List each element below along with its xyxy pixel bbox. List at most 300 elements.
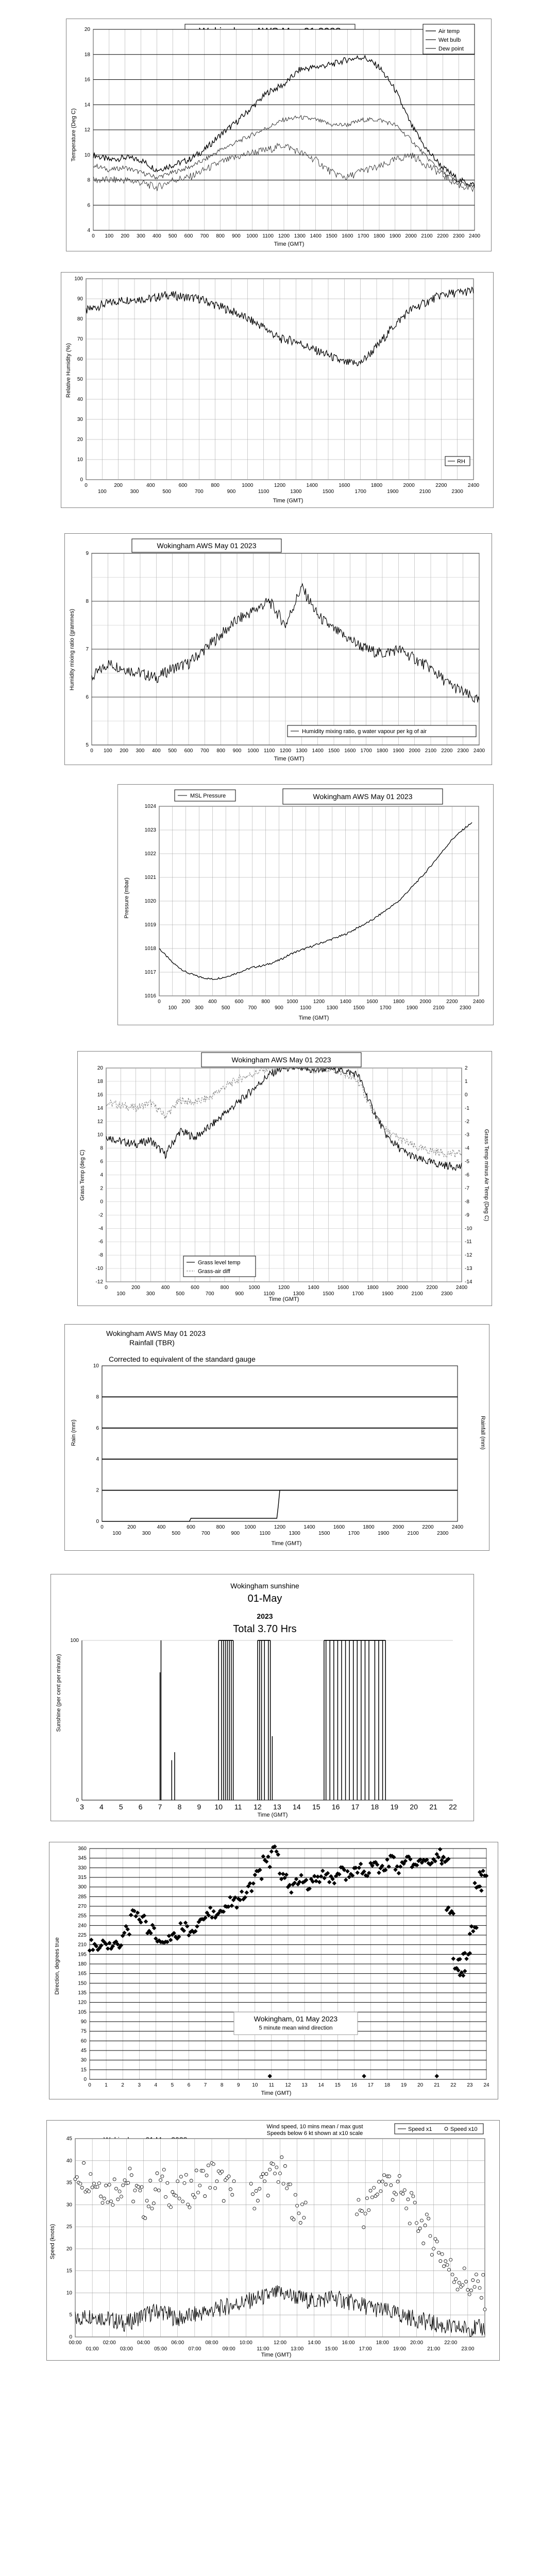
- wind-speed-x10-point: [417, 2230, 420, 2233]
- y-tick-label: 15: [80, 2067, 87, 2073]
- x-tick-label: 0: [105, 1285, 108, 1291]
- y-tick-label: 300: [78, 1884, 87, 1890]
- wind-speed-x10-point: [198, 2184, 201, 2187]
- wind-speed-x10-point: [420, 2219, 423, 2222]
- x-tick-label: 1500: [328, 748, 340, 754]
- x-tick-label: 2300: [437, 1531, 449, 1536]
- y-tick-label: 315: [78, 1875, 87, 1880]
- x-tick-label: 12:00: [273, 2340, 287, 2346]
- y-tick-label: 1022: [144, 851, 156, 857]
- wind-speed-x10-point: [294, 2193, 297, 2196]
- y2-tick-label: -13: [465, 1266, 472, 1272]
- x-tick-label: 2100: [407, 1531, 419, 1536]
- wind-speed-x10-point: [429, 2234, 432, 2238]
- y-tick-label: 40: [66, 2158, 72, 2164]
- wind-speed-x10-point: [137, 2185, 140, 2189]
- wind-speed-x10-point: [395, 2193, 398, 2196]
- y-tick-label: 40: [77, 397, 83, 402]
- y-tick-label: 240: [78, 1923, 87, 1929]
- y-tick-label: 9: [86, 551, 89, 556]
- x-tick-label: 2: [121, 2082, 124, 2088]
- x-tick-label: 1300: [326, 1005, 338, 1011]
- x-tick-label: 2300: [460, 1005, 471, 1011]
- y-tick-label: 70: [77, 336, 83, 342]
- y-tick-label: 1018: [144, 946, 156, 952]
- x-tick-label: 2200: [435, 483, 447, 488]
- x-tick-label: 700: [201, 1531, 210, 1536]
- wind-speed-x10-point: [227, 2175, 230, 2178]
- pressure-title: Wokingham AWS May 01 2023: [313, 792, 413, 801]
- x-tick-label: 1000: [286, 999, 298, 1005]
- x-tick-label: 800: [216, 233, 225, 239]
- y-tick-label: 1016: [144, 993, 156, 999]
- wind-speed-x10-point: [365, 2197, 368, 2200]
- y-tick-label: 20: [77, 437, 83, 443]
- x-tick-label: 2400: [473, 748, 485, 754]
- y-tick-label: 60: [80, 2038, 87, 2044]
- y-tick-label: 6: [86, 694, 89, 700]
- x-tick-label: 400: [161, 1285, 170, 1291]
- x-tick-label: 11: [268, 2082, 275, 2088]
- x-tick-label: 300: [130, 489, 139, 495]
- y-tick-label: 165: [78, 1971, 87, 1977]
- y2-tick-label: -10: [465, 1226, 472, 1232]
- wind-speed-x10-point: [413, 2201, 416, 2204]
- x-tick-label: 900: [232, 748, 242, 754]
- y-tick-label: 20: [84, 27, 90, 32]
- y2-tick-label: -11: [465, 1239, 472, 1245]
- x-tick-label: 05:00: [154, 2346, 167, 2352]
- wind-speed-x10-point: [157, 2189, 160, 2192]
- y-tick-label: 16: [84, 77, 90, 83]
- y-tick-label: 1021: [144, 875, 156, 880]
- wind-speed-x10-point: [447, 2268, 450, 2271]
- y-tick-label: 270: [78, 1904, 87, 1909]
- wind-speed-x10-point: [103, 2197, 106, 2200]
- wind-speed-x10-point: [383, 2174, 386, 2177]
- x-tick-label: 2000: [392, 1524, 404, 1530]
- y-tick-label: 30: [66, 2202, 72, 2208]
- wind-speed-x10-point: [391, 2198, 394, 2201]
- wind-speed-x10-point: [205, 2174, 208, 2177]
- wind-speed-x10-point: [463, 2267, 466, 2270]
- wind-speed-x10-point: [251, 2193, 255, 2196]
- x-tick-label: 17: [351, 1803, 360, 1811]
- y-tick-label: 80: [77, 316, 83, 322]
- x-tick-label: 6: [187, 2082, 191, 2088]
- x-tick-label: 400: [146, 483, 155, 488]
- x-tick-label: 5: [119, 1803, 123, 1811]
- legend-label: RH: [457, 459, 465, 465]
- y-tick-label: 345: [78, 1855, 87, 1861]
- wind-speed-x10-point: [123, 2179, 126, 2182]
- rain-y-label: Rain (mm): [71, 1419, 77, 1446]
- wind-speed-x10-point: [367, 2209, 370, 2212]
- x-tick-label: 19: [401, 2082, 407, 2088]
- wind-speed-x10-point: [272, 2163, 275, 2166]
- x-tick-label: 1700: [360, 748, 372, 754]
- y-tick-label: 4: [87, 228, 90, 233]
- wind-speed-x10-point: [197, 2191, 200, 2194]
- x-tick-label: 2100: [419, 489, 431, 495]
- x-tick-label: 2100: [411, 1291, 423, 1297]
- wind-speed-note-1: Wind speed, 10 mins mean / max gust: [266, 2124, 363, 2130]
- x-tick-label: 400: [208, 999, 217, 1005]
- x-tick-label: 11:00: [257, 2346, 269, 2352]
- y-tick-label: 12: [97, 1118, 103, 1125]
- mixing-ratio-chart-panel: [64, 533, 492, 765]
- x-tick-label: 21:00: [427, 2346, 441, 2352]
- y-tick-label: 12: [84, 127, 90, 133]
- y-tick-label: 16: [97, 1092, 103, 1098]
- wind-speed-x10-point: [105, 2184, 108, 2187]
- x-tick-label: 15: [334, 2082, 341, 2088]
- wind-speed-x10-point: [179, 2175, 182, 2178]
- wind-speed-x10-point: [166, 2181, 169, 2184]
- x-tick-label: 21: [434, 2082, 440, 2088]
- x-tick-label: 1800: [376, 748, 388, 754]
- wind-speed-x10-point: [443, 2265, 446, 2268]
- wind-speed-x10-point: [170, 2206, 173, 2209]
- wind-speed-x10-point: [418, 2227, 421, 2230]
- x-tick-label: 1300: [294, 233, 306, 239]
- rain-x-label: Time (GMT): [271, 1540, 302, 1547]
- wind-speed-x10-point: [183, 2181, 186, 2184]
- x-tick-label: 8: [220, 2082, 224, 2088]
- x-tick-label: 500: [168, 748, 177, 754]
- x-tick-label: 1600: [339, 483, 350, 488]
- y-tick-label: 6: [96, 1425, 99, 1431]
- wind-speed-x10-point: [255, 2190, 258, 2193]
- x-tick-label: 2000: [403, 483, 415, 488]
- y-tick-label: 90: [80, 2019, 87, 2025]
- wind-speed-x10-point: [128, 2167, 131, 2170]
- x-tick-label: 1800: [373, 233, 385, 239]
- wind-speed-x10-point: [130, 2174, 133, 2177]
- x-tick-label: 100: [97, 489, 107, 495]
- x-tick-label: 0: [92, 233, 95, 239]
- x-tick-label: 2400: [468, 233, 481, 239]
- y-tick-label: 50: [77, 377, 83, 382]
- x-tick-label: 500: [162, 489, 172, 495]
- wind-speed-x10-point: [97, 2182, 100, 2185]
- y2-tick-label: -6: [465, 1172, 469, 1178]
- y2-tick-label: -8: [465, 1199, 469, 1205]
- x-tick-label: 15:00: [325, 2346, 338, 2352]
- wind-speed-x10-point: [378, 2180, 381, 2183]
- x-tick-label: 400: [152, 233, 161, 239]
- x-tick-label: 1900: [378, 1531, 390, 1536]
- wind-speed-x10-point: [92, 2182, 95, 2185]
- grass-temp-chart-panel: [77, 1051, 492, 1306]
- wind-speed-x10-point: [480, 2296, 483, 2299]
- wind-speed-x10-point: [145, 2199, 148, 2202]
- x-tick-label: 1300: [296, 748, 308, 754]
- x-tick-label: 2200: [422, 1524, 434, 1530]
- wind-speed-x10-point: [451, 2273, 454, 2276]
- wind-speed-x10-point: [456, 2288, 459, 2291]
- wind-speed-x10-point: [154, 2188, 157, 2191]
- sunshine-chart-panel: [50, 1574, 474, 1821]
- y-tick-label: 45: [80, 2048, 87, 2054]
- x-tick-label: 2300: [453, 233, 465, 239]
- wind-speed-x10-point: [229, 2188, 232, 2191]
- wind-speed-x10-point: [161, 2175, 164, 2178]
- wind-speed-x10-point: [297, 2212, 300, 2215]
- y2-tick-label: -7: [465, 1185, 469, 1192]
- x-tick-label: 800: [220, 1285, 229, 1291]
- y-tick-label: 0: [83, 2077, 87, 2082]
- x-tick-label: 1100: [300, 1005, 311, 1011]
- wind-speed-x10-point: [444, 2260, 447, 2263]
- x-tick-label: 2200: [437, 233, 449, 239]
- y-tick-label: -10: [95, 1266, 103, 1272]
- x-tick-label: 20:00: [410, 2340, 424, 2346]
- x-tick-label: 2200: [446, 999, 458, 1005]
- wind-speed-note-2: Speeds below 6 kt shown at x10 scale: [266, 2130, 363, 2137]
- x-tick-label: 8: [177, 1803, 182, 1811]
- x-tick-label: 1100: [258, 489, 269, 495]
- y-tick-label: 8: [96, 1394, 99, 1400]
- x-tick-label: 1700: [354, 489, 366, 495]
- wind-speed-x10-point: [361, 2210, 364, 2213]
- wind-speed-x10-point: [132, 2200, 135, 2203]
- wind-speed-x10-point: [256, 2199, 259, 2202]
- y-tick-label: 225: [78, 1933, 87, 1938]
- y-tick-label: 10: [97, 1132, 103, 1138]
- x-tick-label: 1200: [274, 1524, 286, 1530]
- wind-speed-x10-point: [296, 2204, 299, 2207]
- wind-speed-x10-point: [249, 2182, 252, 2185]
- wind-speed-x10-point: [149, 2179, 152, 2182]
- wind-speed-x10-point: [449, 2258, 452, 2261]
- grass-title: Wokingham AWS May 01 2023: [231, 1056, 331, 1064]
- x-tick-label: 1900: [382, 1291, 394, 1297]
- wind-speed-x10-point: [79, 2182, 82, 2185]
- wind-speed-x10-point: [156, 2172, 159, 2175]
- wind-direction-x-label: Time (GMT): [261, 2090, 292, 2096]
- y-tick-label: 195: [78, 1952, 87, 1958]
- humidity-y-label: Relative Humidity (%): [65, 343, 72, 398]
- x-tick-label: 2300: [441, 1291, 453, 1297]
- wind-speed-x10-point: [178, 2197, 181, 2200]
- wind-speed-x10-point: [91, 2186, 94, 2189]
- wind-speed-x10-point: [115, 2187, 118, 2190]
- x-tick-label: 0: [158, 999, 161, 1005]
- wind-speed-x10-point: [101, 2201, 104, 2205]
- wind-speed-x10-point: [412, 2195, 415, 2198]
- y-tick-label: 210: [78, 1942, 87, 1948]
- x-tick-label: 12: [253, 1803, 262, 1811]
- x-tick-label: 1700: [348, 1531, 360, 1536]
- x-tick-label: 13: [273, 1803, 281, 1811]
- wind-speed-x10-point: [176, 2180, 179, 2183]
- y2-tick-label: -5: [465, 1159, 469, 1165]
- wind-speed-x10-point: [384, 2183, 387, 2186]
- x-tick-label: 10:00: [239, 2340, 252, 2346]
- wind-speed-x10-point: [468, 2293, 471, 2296]
- x-tick-label: 1400: [312, 748, 324, 754]
- x-tick-label: 19: [390, 1803, 399, 1811]
- x-tick-label: 22: [449, 1803, 457, 1811]
- x-tick-label: 2300: [457, 748, 469, 754]
- wind-speed-x10-point: [99, 2195, 103, 2198]
- rain-title: Wokingham AWS May 01 2023: [106, 1329, 206, 1337]
- wind-speed-x10-point: [410, 2191, 413, 2194]
- wind-speed-x10-point: [407, 2198, 410, 2201]
- x-tick-label: 06:00: [171, 2340, 184, 2346]
- x-tick-label: 2400: [472, 999, 485, 1005]
- wind-speed-x10-point: [362, 2226, 365, 2229]
- y-tick-label: 180: [78, 1961, 87, 1967]
- x-tick-label: 15: [312, 1803, 320, 1811]
- wind-speed-x10-point: [446, 2263, 449, 2266]
- wind-speed-x10-point: [263, 2180, 266, 2183]
- x-tick-label: 800: [211, 483, 220, 488]
- wind-speed-x10-point: [282, 2182, 285, 2185]
- wind-speed-x10-point: [231, 2193, 234, 2196]
- x-tick-label: 1600: [344, 748, 356, 754]
- x-tick-label: 12: [285, 2082, 291, 2088]
- x-tick-label: 400: [151, 748, 161, 754]
- x-tick-label: 100: [116, 1291, 126, 1297]
- x-tick-label: 22: [450, 2082, 457, 2088]
- y-tick-label: 330: [78, 1865, 87, 1871]
- x-tick-label: 100: [105, 233, 114, 239]
- wind-speed-x10-point: [253, 2207, 256, 2210]
- wind-speed-x10-point: [364, 2212, 367, 2215]
- wind-speed-x10-point: [187, 2203, 190, 2206]
- x-tick-label: 300: [195, 1005, 204, 1011]
- wind-speed-x10-point: [475, 2273, 478, 2276]
- wind-speed-x10-point: [195, 2169, 198, 2172]
- wind-speed-x10-point: [439, 2260, 442, 2263]
- y2-tick-label: 1: [465, 1078, 468, 1084]
- x-tick-label: 300: [142, 1531, 151, 1536]
- x-tick-label: 2200: [426, 1285, 438, 1291]
- sunshine-date: 01-May: [247, 1593, 282, 1604]
- y2-tick-label: -4: [465, 1145, 469, 1151]
- rain-y2-label: Rainfall (mm): [480, 1416, 486, 1450]
- y-tick-label: 0: [69, 2334, 72, 2340]
- y-tick-label: 1019: [144, 922, 156, 928]
- x-tick-label: 1200: [278, 1285, 290, 1291]
- x-tick-label: 2000: [409, 748, 420, 754]
- x-tick-label: 13: [301, 2082, 308, 2088]
- wind-speed-x10-point: [379, 2190, 382, 2193]
- x-tick-label: 2400: [467, 483, 480, 488]
- wind-speed-x10-point: [356, 2213, 359, 2216]
- y-tick-label: 30: [77, 417, 83, 422]
- x-tick-label: 1400: [340, 999, 351, 1005]
- x-tick-label: 500: [168, 233, 177, 239]
- x-tick-label: 7: [204, 2082, 207, 2088]
- wind-speed-x10-point: [279, 2172, 282, 2175]
- wind-speed-x10-point: [215, 2180, 218, 2183]
- wind-speed-x10-point: [408, 2222, 411, 2225]
- wind-speed-x10-point: [390, 2183, 393, 2187]
- x-tick-label: 21: [429, 1803, 437, 1811]
- wind-speed-x10-point: [478, 2286, 481, 2290]
- x-tick-label: 9: [236, 2082, 240, 2088]
- y-tick-label: 8: [87, 177, 90, 183]
- x-tick-label: 1: [105, 2082, 108, 2088]
- wind-speed-x10-point: [482, 2273, 485, 2276]
- y-tick-label: 60: [77, 357, 83, 362]
- wind-speed-x10-point: [96, 2185, 99, 2189]
- x-tick-label: 2300: [451, 489, 463, 495]
- x-tick-label: 1400: [303, 1524, 315, 1530]
- x-tick-label: 200: [181, 999, 191, 1005]
- x-tick-label: 22:00: [444, 2340, 458, 2346]
- wind-speed-x10-point: [265, 2173, 268, 2176]
- y-tick-label: 255: [78, 1913, 87, 1919]
- y-tick-label: 4: [96, 1456, 99, 1463]
- x-tick-label: 700: [205, 1291, 214, 1297]
- y2-tick-label: -14: [465, 1279, 472, 1285]
- x-tick-label: 1800: [370, 483, 383, 488]
- y-tick-label: 15: [66, 2268, 72, 2274]
- x-tick-label: 11: [234, 1803, 242, 1811]
- x-tick-label: 1400: [308, 1285, 319, 1291]
- wind-speed-x10-point: [403, 2189, 406, 2192]
- x-tick-label: 1200: [313, 999, 325, 1005]
- x-tick-label: 10: [252, 2082, 258, 2088]
- y-tick-label: 6: [87, 202, 90, 209]
- x-tick-label: 200: [131, 1285, 140, 1291]
- y-tick-label: -8: [98, 1252, 103, 1259]
- wind-speed-x10-point: [285, 2187, 289, 2190]
- x-tick-label: 1800: [363, 1524, 375, 1530]
- wind-speed-x10-point: [258, 2187, 261, 2190]
- wind-speed-x10-point: [184, 2173, 188, 2176]
- wind-speed-x10-point: [452, 2281, 455, 2284]
- y-tick-label: 120: [78, 1999, 87, 2006]
- x-tick-label: 03:00: [120, 2346, 133, 2352]
- x-tick-label: 2200: [441, 748, 453, 754]
- wind-speed-x10-point: [422, 2242, 425, 2245]
- x-tick-label: 5: [171, 2082, 174, 2088]
- legend-label: Grass level temp: [198, 1260, 241, 1266]
- x-tick-label: 1600: [337, 1285, 349, 1291]
- x-tick-label: 04:00: [137, 2340, 150, 2346]
- y-tick-label: 20: [97, 1065, 103, 1071]
- wind-speed-x10-point: [432, 2247, 435, 2250]
- wind-speed-x10-point: [113, 2178, 116, 2181]
- wind-speed-x10-point: [204, 2195, 207, 2198]
- x-tick-label: 20: [417, 2082, 424, 2088]
- x-tick-label: 2400: [451, 1524, 464, 1530]
- wind-speed-x10-point: [275, 2166, 278, 2169]
- y2-tick-label: -2: [465, 1118, 469, 1125]
- y-tick-label: -6: [98, 1239, 103, 1245]
- y-tick-label: 0: [96, 1519, 99, 1524]
- wind-speed-x10-point: [466, 2289, 469, 2292]
- wind-speed-x10-point: [111, 2204, 114, 2207]
- y-tick-label: 14: [97, 1105, 103, 1111]
- x-tick-label: 08:00: [205, 2340, 218, 2346]
- wind-speed-x10-point: [116, 2198, 120, 2201]
- x-tick-label: 1800: [393, 999, 405, 1005]
- pressure-chart-panel: [117, 784, 494, 1025]
- rain-subtitle: Rainfall (TBR): [129, 1338, 175, 1347]
- wind-speed-x10-point: [425, 2213, 428, 2216]
- y-tick-label: 10: [93, 1363, 99, 1369]
- wind-speed-x10-point: [110, 2200, 113, 2203]
- wind-speed-x10-point: [483, 2308, 486, 2311]
- x-tick-label: 1100: [263, 748, 275, 754]
- x-tick-label: 600: [184, 233, 193, 239]
